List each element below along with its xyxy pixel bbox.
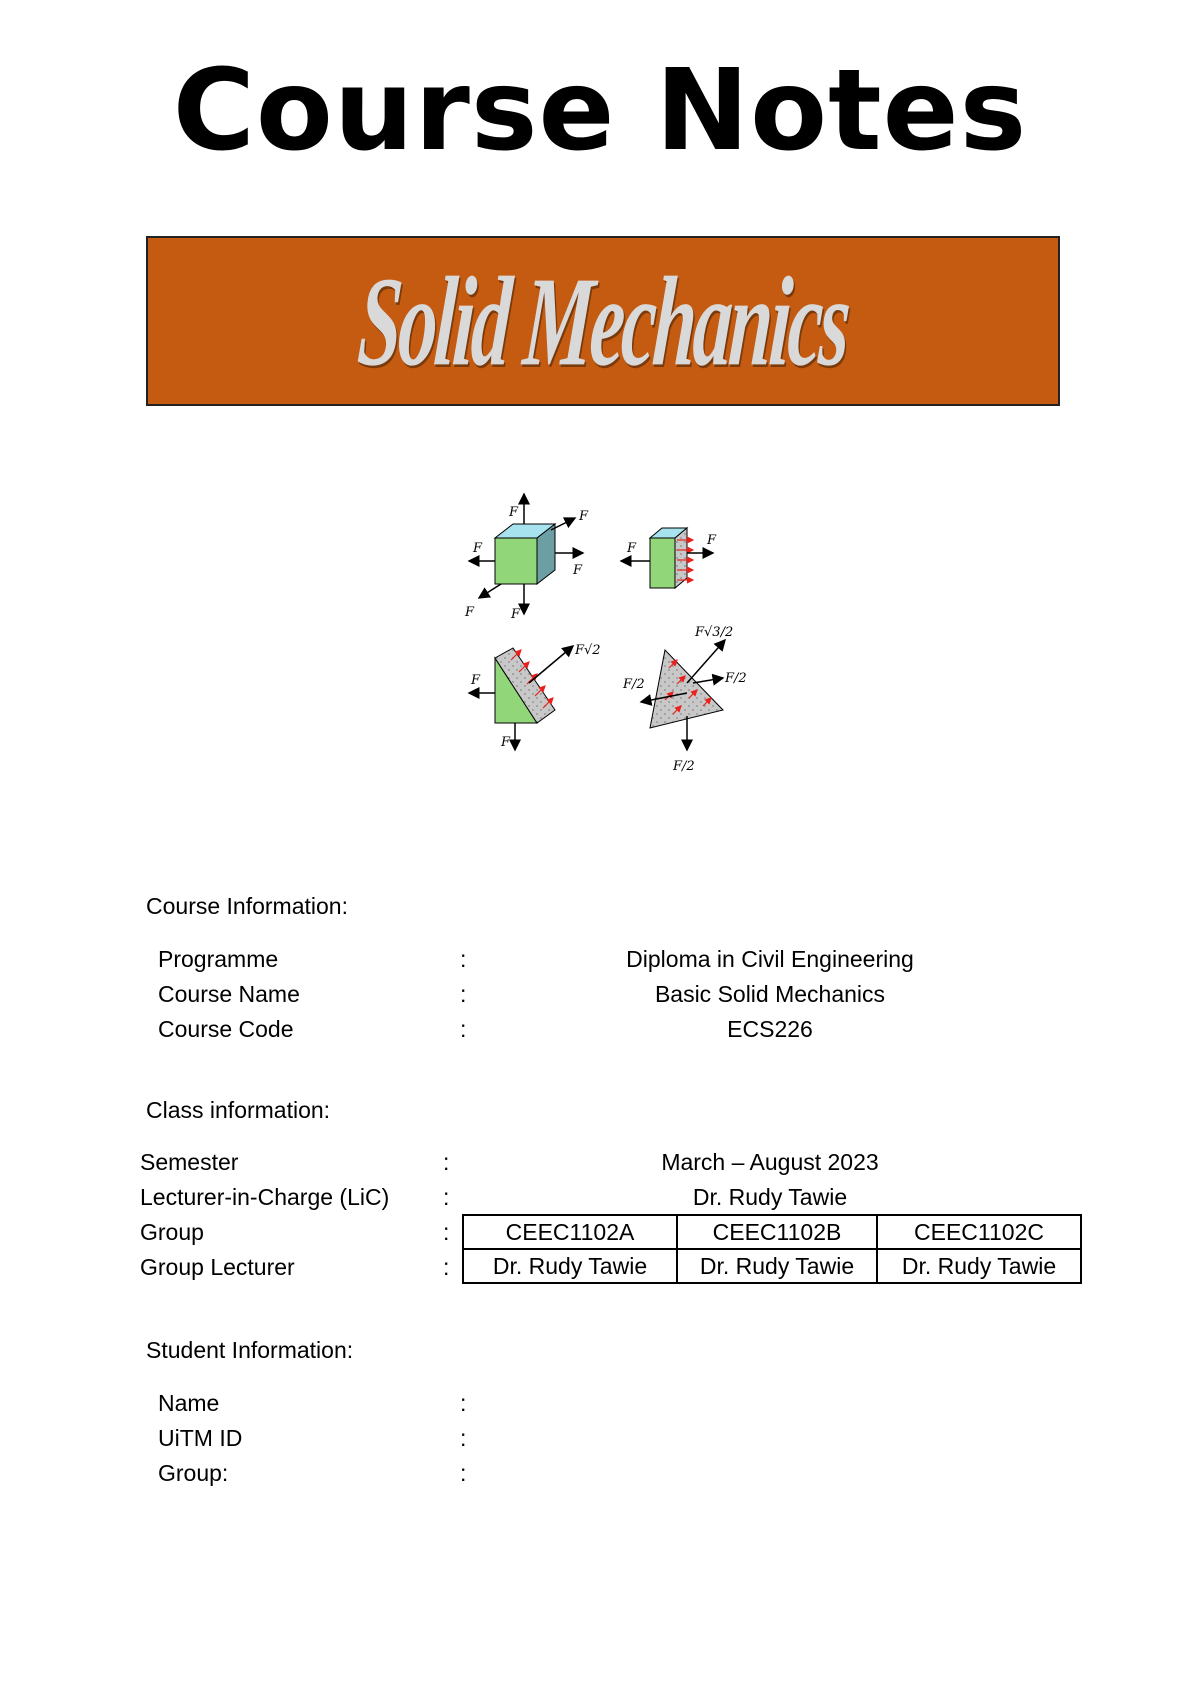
colon: :	[443, 1149, 450, 1175]
wedge-diagram	[469, 643, 601, 750]
svg-text:F√3/2: F√3/2	[695, 625, 734, 640]
colon: :	[443, 1254, 450, 1280]
group-lecturer-label: Group Lecturer	[140, 1254, 295, 1280]
colon: :	[443, 1184, 450, 1210]
colon: :	[460, 1016, 467, 1042]
colon: :	[443, 1219, 450, 1245]
programme-value: Diploma in Civil Engineering	[626, 946, 914, 972]
svg-text:F: F	[473, 541, 483, 556]
course-name-label: Course Name	[158, 981, 300, 1007]
course-name-value: Basic Solid Mechanics	[654, 981, 886, 1007]
course-code-value: ECS226	[727, 1016, 813, 1042]
svg-text:F: F	[465, 605, 475, 620]
table-row	[463, 1249, 1081, 1283]
svg-text:F/2: F/2	[623, 677, 645, 692]
svg-text:F: F	[573, 563, 583, 578]
group-cell: CEEC1102C	[877, 1215, 1081, 1249]
lic-value: Dr. Rudy Tawie	[692, 1184, 848, 1210]
svg-text:F: F	[509, 505, 519, 520]
group-lecturer-cell: Dr. Rudy Tawie	[463, 1249, 677, 1283]
svg-text:F/2: F/2	[673, 759, 695, 774]
class-info-heading: Class information:	[146, 1097, 331, 1123]
page-title: Course Notes	[172, 46, 1028, 176]
svg-text:F: F	[511, 607, 521, 622]
lic-label: Lecturer-in-Charge (LiC)	[140, 1184, 390, 1210]
colon: :	[460, 981, 467, 1007]
colon: :	[460, 1460, 467, 1486]
semester-label: Semester	[140, 1149, 239, 1175]
student-id-label: UiTM ID	[158, 1425, 243, 1451]
group-cell: CEEC1102A	[463, 1215, 677, 1249]
banner-title: Solid Mechanics	[354, 249, 852, 393]
tetrahedron-diagram	[622, 625, 747, 774]
student-info-heading: Student Information:	[146, 1337, 354, 1363]
svg-text:F/2: F/2	[725, 671, 747, 686]
course-info-heading: Course Information:	[146, 893, 348, 919]
programme-label: Programme	[158, 946, 279, 972]
student-group-label: Group:	[158, 1460, 229, 1486]
sectioned-block-diagram	[621, 528, 717, 588]
table-row	[463, 1215, 1081, 1249]
group-lecturer-cell: Dr. Rudy Tawie	[677, 1249, 877, 1283]
stress-figure	[455, 488, 775, 788]
cube-diagram	[464, 494, 589, 622]
svg-text:F: F	[627, 541, 637, 556]
colon: :	[460, 1425, 467, 1451]
semester-value: March – August 2023	[661, 1149, 879, 1175]
course-code-label: Course Code	[158, 1016, 294, 1042]
svg-text:F: F	[501, 735, 511, 750]
svg-text:F: F	[579, 509, 589, 524]
subject-banner	[146, 236, 1060, 406]
svg-text:F: F	[471, 673, 481, 688]
group-lecturer-cell: Dr. Rudy Tawie	[877, 1249, 1081, 1283]
svg-text:F: F	[707, 533, 717, 548]
group-table	[462, 1214, 1082, 1284]
student-name-label: Name	[158, 1390, 220, 1416]
svg-text:F√2: F√2	[575, 643, 601, 658]
colon: :	[460, 1390, 467, 1416]
group-label: Group	[140, 1219, 204, 1245]
group-cell: CEEC1102B	[677, 1215, 877, 1249]
colon: :	[460, 946, 467, 972]
